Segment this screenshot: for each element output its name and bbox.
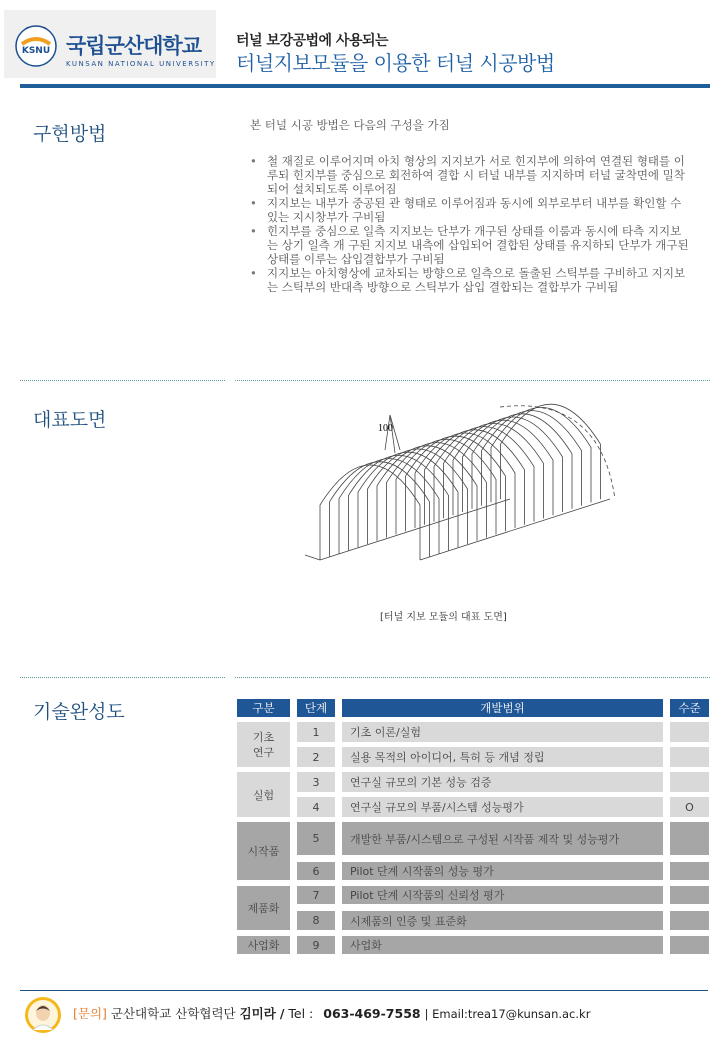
level-cell bbox=[670, 747, 709, 767]
arch-rib bbox=[396, 439, 496, 534]
header-scope: 개발범위 bbox=[342, 699, 663, 717]
step-cell: 9 bbox=[297, 936, 335, 954]
scope-cell: 기초 이론/실험 bbox=[342, 722, 663, 742]
level-cell bbox=[670, 722, 709, 742]
divider bbox=[235, 380, 710, 381]
section-title-method: 구현방법 bbox=[33, 123, 107, 145]
footer-divider bbox=[20, 990, 708, 991]
arch-rib bbox=[463, 417, 563, 512]
arch-rib bbox=[358, 452, 458, 547]
level-cell bbox=[670, 822, 709, 855]
svg-text:KSNU: KSNU bbox=[21, 46, 51, 56]
category-prototype: 시작품 bbox=[237, 822, 290, 880]
step-cell: 2 bbox=[297, 747, 335, 767]
list-item: • 지지보는 아치형상에 교차되는 방향으로 일측으로 돌출된 스틱부를 구비하고 지지보는 스틱부의 반대측 방향으로 스틱부가 삽입 결합되는 결합부가 구비됨 bbox=[250, 266, 690, 294]
list-item: • 철 재질로 이루어지며 아치 형상의 지지보가 서로 힌지부에 의하여 연결된 형태를 이루되 힌지부를 중심으로 회전하여 결합 시 터널 내부를 지지하며 터널 굴착면에 밀착되어 설치되도록 이루어짐 bbox=[250, 154, 690, 196]
scope-cell: 실용 목적의 아이디어, 특허 등 개념 정립 bbox=[342, 747, 663, 767]
step-cell: 6 bbox=[297, 862, 335, 880]
logo-english: KUNSAN NATIONAL UNIVERSITY bbox=[66, 60, 216, 68]
category-productization: 제품화 bbox=[237, 886, 290, 930]
step-cell: 8 bbox=[297, 911, 335, 930]
arch-rib bbox=[320, 465, 420, 560]
arch-rib bbox=[368, 449, 468, 544]
logo-name: 국립군산대학교 bbox=[66, 34, 202, 58]
category-basic-research: 기초 연구 bbox=[237, 722, 290, 767]
header-level: 수준 bbox=[670, 699, 709, 717]
section-title-drawing: 대표도면 bbox=[33, 409, 107, 431]
level-cell bbox=[670, 911, 709, 930]
contact-org: 군산대학교 산학협력단 bbox=[110, 1006, 236, 1021]
step-cell: 1 bbox=[297, 722, 335, 742]
outline-line bbox=[390, 415, 395, 453]
level-cell bbox=[670, 886, 709, 904]
category-commercialization: 사업화 bbox=[237, 936, 290, 954]
header-divider bbox=[20, 84, 710, 88]
arch-rib bbox=[501, 404, 601, 499]
scope-cell: 연구실 규모의 기본 성능 검증 bbox=[342, 772, 663, 792]
level-cell: O bbox=[670, 797, 709, 817]
contact-avatar-icon bbox=[24, 996, 62, 1034]
scope-cell: 개발한 부품/시스템으로 구성된 시작품 제작 및 성능평가 bbox=[342, 822, 663, 855]
section-title-maturity: 기술완성도 bbox=[33, 701, 125, 723]
tel-label: Tel : bbox=[288, 1006, 314, 1021]
scope-cell: Pilot 단계 시작품의 성능 평가 bbox=[342, 862, 663, 880]
list-item: • 지지보는 내부가 중공된 관 형태로 이루어짐과 동시에 외부로부터 내부를 확인할 수 있는 지시창부가 구비됨 bbox=[250, 196, 690, 224]
university-logo bbox=[4, 10, 216, 78]
drawing-caption: [터널 지보 모듈의 대표 도면] bbox=[380, 612, 507, 623]
arch-rib bbox=[472, 414, 572, 509]
divider bbox=[235, 677, 710, 678]
step-cell: 4 bbox=[297, 797, 335, 817]
list-item: • 힌지부를 중심으로 일측 지지보는 단부가 개구된 상태를 이룸과 동시에 타측 지지보는 상기 일측 개 구된 지지보 내측에 삽입되어 결합된 상태를 유지하되 단부가 개구된 상태를 이루는 삽입결합부가 구비됨 bbox=[250, 224, 690, 266]
arch-rib bbox=[482, 411, 582, 506]
contact-phone: 063-469-7558 bbox=[323, 1006, 421, 1021]
arch-rib bbox=[387, 443, 487, 538]
divider bbox=[20, 380, 225, 381]
tunnel-support-drawing bbox=[300, 395, 630, 595]
arch-rib bbox=[406, 436, 506, 531]
arch-rib bbox=[377, 446, 477, 541]
page-title: 터널지보모듈을 이용한 터널 시공방법 bbox=[236, 51, 555, 75]
method-intro: 본 터널 시공 방법은 다음의 구성을 가짐 bbox=[250, 118, 450, 132]
step-cell: 7 bbox=[297, 886, 335, 904]
header-step: 단계 bbox=[297, 699, 335, 717]
scope-cell: 사업화 bbox=[342, 936, 663, 954]
arch-rib bbox=[339, 459, 439, 554]
outline-line bbox=[305, 555, 320, 560]
arch-rib bbox=[330, 462, 430, 557]
level-cell bbox=[670, 862, 709, 880]
inquiry-label: [문의] bbox=[73, 1006, 107, 1021]
scope-cell: 시제품의 인증 및 표준화 bbox=[342, 911, 663, 930]
svg-text:100: 100 bbox=[378, 423, 393, 434]
separator: / bbox=[279, 1006, 285, 1021]
contact-email[interactable]: | Email:trea17@kunsan.ac.kr bbox=[424, 1007, 591, 1021]
page-subtitle: 터널 보강공법에 사용되는 bbox=[236, 33, 389, 49]
arch-rib bbox=[349, 455, 449, 550]
level-cell bbox=[670, 772, 709, 792]
method-bullets bbox=[250, 154, 690, 294]
contact-name: 김미라 bbox=[239, 1006, 276, 1021]
level-cell bbox=[670, 936, 709, 954]
ksnu-emblem-icon bbox=[14, 24, 58, 68]
step-cell: 3 bbox=[297, 772, 335, 792]
scope-cell: 연구실 규모의 부품/시스템 성능평가 bbox=[342, 797, 663, 817]
category-experiment: 실험 bbox=[237, 772, 290, 817]
header-category: 구분 bbox=[237, 699, 290, 717]
contact-info bbox=[73, 1004, 590, 1022]
scope-cell: Pilot 단계 시작품의 신뢰성 평가 bbox=[342, 886, 663, 904]
step-cell: 5 bbox=[297, 822, 335, 855]
divider bbox=[20, 677, 225, 678]
